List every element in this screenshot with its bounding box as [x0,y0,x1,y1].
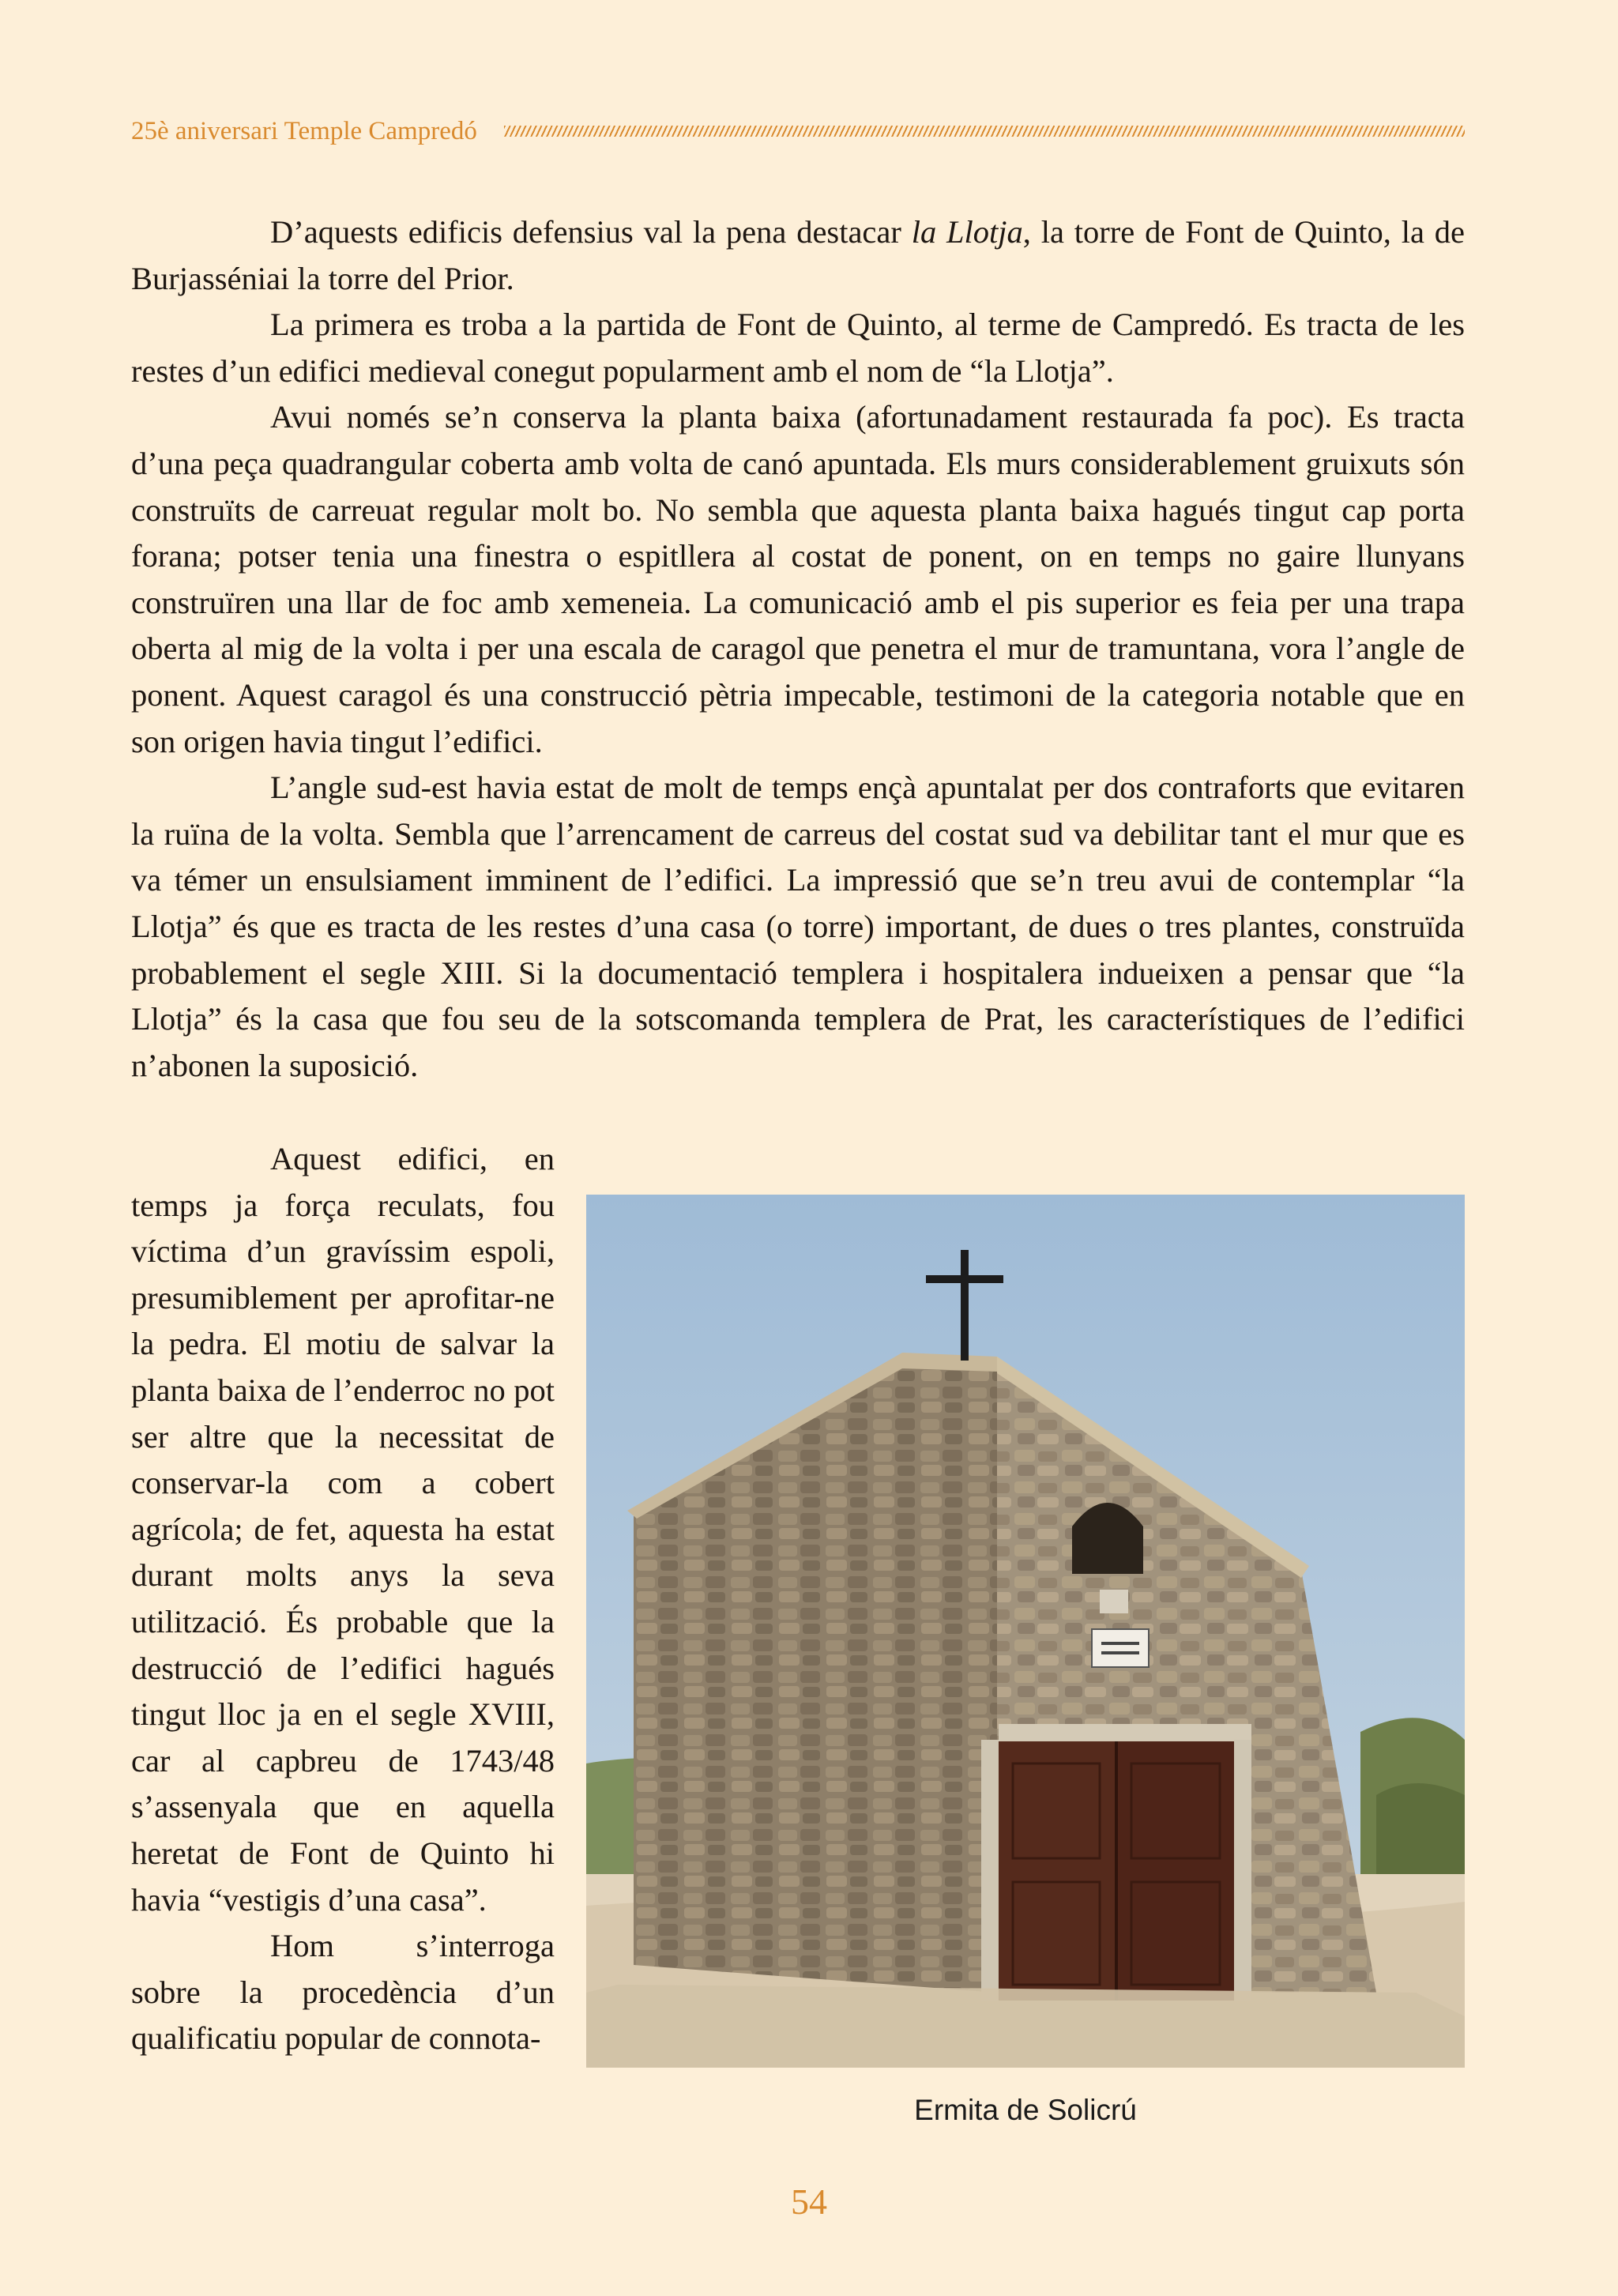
p1-text-end: , la torre de Font de Quinto, la de Burjasséniai la torre del Prior. [131,214,1465,296]
paragraph-1 [131,209,1465,302]
p1-emphasis: la Llotja [911,214,1023,250]
photo-caption: Ermita de Solicrú [914,2094,1137,2126]
hermitage-photo [586,1195,1465,2068]
header-title: 25è aniversari Temple Campredó [131,116,477,145]
running-header [131,115,1465,147]
photo-hermitage-illustration [586,1195,1465,2068]
article-body-left-column [131,1136,555,2062]
paragraph-4: L’angle sud-est havia estat de molt de temps ençà apuntalat per dos contraforts que evitaren la ruïna de la volta. Sembla que l’arrencament de carreus del costat sud va debilitar tant el mur que es va témer un ensulsiament imminent de l’edifici. La impressió que se’n treu avui de contemplar “la Llotja” és que es tracta de les restes d’una casa (o torre) important, de dues o tres plantes, construïda probablement el segle XIII. Si la documentació templera i hospitalera indueixen a pensar que “la Llotja” és la casa que fou seu de la sotscomanda templera de Prat, les característiques de l’edifici n’abonen la suposició. [131,770,1465,1083]
page-number: 54 [791,2181,827,2222]
article-body-top [131,209,1465,1089]
paragraph-5: Aquest edifici, en temps ja força reculats, fou víctima d’un gravíssim espoli, presumiblement per aprofitar-ne la pedra. El motiu de salvar la planta baixa de l’enderroc no pot ser altre que la necessitat de conservar-la com a cobert agrícola; de fet, aquesta ha estat durant molts anys la seva utilització. És probable que la destrucció de l’edifici hagués tingut lloc ja en el segle XVIII, car al capbreu de 1743/48 s’assenyala que en aquella heretat de Font de Quinto hi havia “vestigis d’una casa”. [131,1141,555,1918]
p1-text-start: D’aquests edificis defensius val la pena destacar [270,214,912,250]
paragraph-3: Avui només se’n conserva la planta baixa (afortunadament restaurada fa poc). Es tracta d’una peça quadrangular coberta amb volta de canó apuntada. Els murs considerablement gruixuts són construïts de carreuat regular molt bo. No sembla que aquesta planta baixa hagués tingut cap porta forana; potser tenia una finestra o espitllera al costat de ponent, on en temps no gaire llunyans construïren una llar de foc amb xemeneia. La comunicació amb el pis superior es feia per una trapa oberta al mig de la volta i per una escala de caragol que penetra el mur de tramuntana, vora l’angle de ponent. Aquest caragol és una construcció pètria impecable, testimoni de la categoria notable que en son origen havia tingut l’edifici. [131,399,1465,759]
paragraph-2: La primera es troba a la partida de Font de Quinto, al terme de Campredó. Es tracta de les restes d’un edifici medieval conegut popularment amb el nom de “la Llotja”. [131,307,1465,389]
paragraph-6: Hom s’interroga sobre la procedència d’un qualificatiu popular de connota- [131,1928,555,2057]
header-hatched-rule [504,126,1465,137]
